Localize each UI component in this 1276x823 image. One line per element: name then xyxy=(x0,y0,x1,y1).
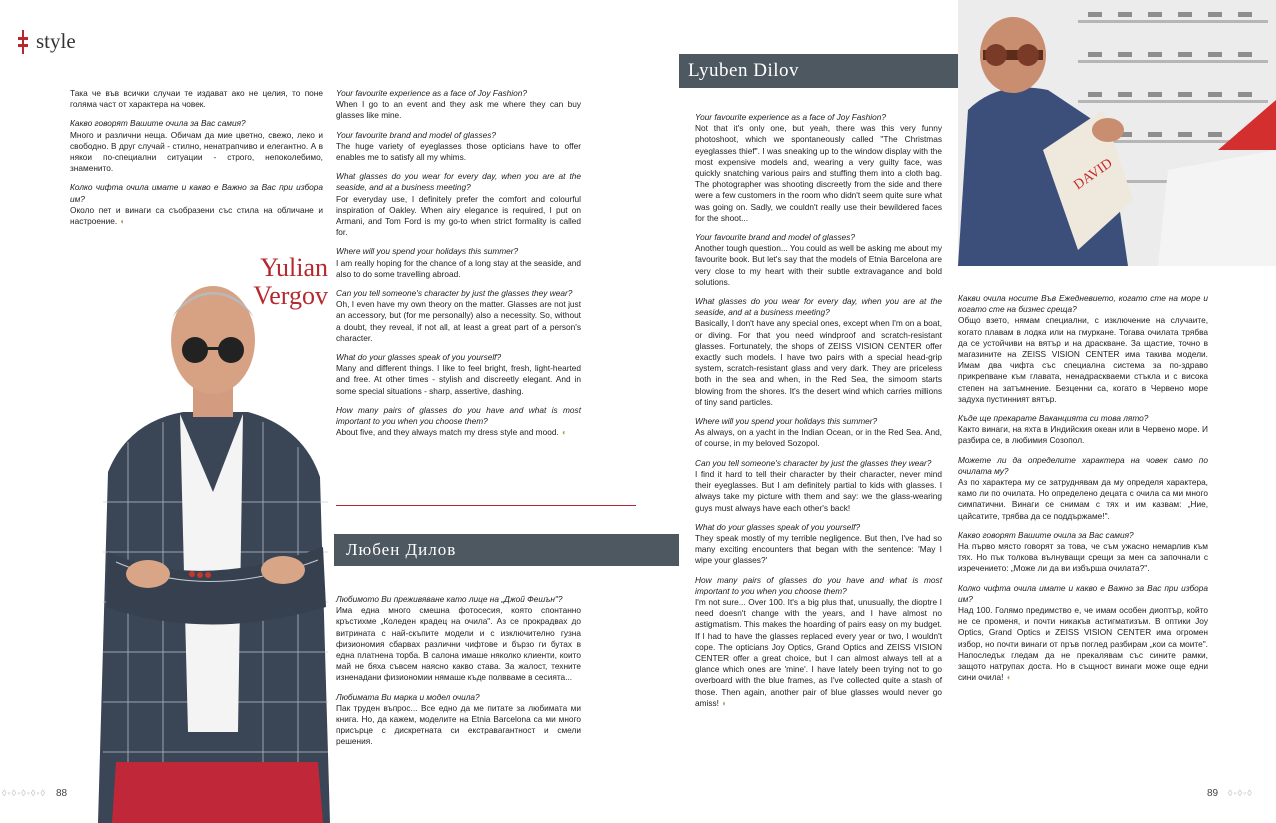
qa-block: Колко чифта очила имате и какво е Важно за Вас при избора им? Над 100. Голямо предимство е, че имам особен диоптър, който не се променя, и почти никакъв астигматизъм. В оптики Joy Optics, Grand Optics и ZEISS VISION CENTER има огромен избор, но почти винаги от пръв поглед разбирам „кои са моите". Напоследък гледам да не прекалявам със сините рамки, защото натрупах доста. Но в същност винаги може още едни сини очила! ◖ xyxy=(958,582,1208,683)
qa-block: Какви очила носите Във Ежедневието, когато сте на море и когато сте на бизнес среща? Общо взето, нямам специални, с изключение на случаите, когато плавам в лодка или на гмуркане. Тогава очилата трябва да се устойчиви на вятър и на драскване. За щастие, точно в магазините на ZEISS VISION CENTER има такива модели. Имам два чифта със специална система за по-здраво прикрепване към главата, ненадраскваеми стъкла и с висока степен на затъмнение. Безценни са, когато в Червено море задуха пустинният вятър. xyxy=(958,293,1208,404)
qa-block: Where will you spend your holidays this summer? As always, on a yacht in the Indian Ocean, or in the Red Sea. And, of course, in my beloved Sozopol. xyxy=(695,416,942,449)
page-number-left: 88 xyxy=(56,788,68,799)
qa-block: Your favourite experience as a face of Joy Fashion? Not that it's only one, but yeah, there was this very funny photoshoot, which we spontaneously called "The Christmas eyeglasses thief". I was sneaking up to the window display with the most expensive models and, wearing a very guilty face, was quickly snatching various pairs and stuffing them into a cloth bag. The photographer was shooting discreetly from the side and there were a few customers in the room who didn't seem quite sure what was going on. Sadly, we couldn't really use their bewildered faces for the shoot... xyxy=(695,112,942,223)
qa-block: Какво говорят Вашите очила за Вас самия? На първо място говорят за това, че съм ужасно немарлив към тях. Но пък толкова вълнуващи срещи за мен са започнали с изречението: „Може ли да ви избърша очилата?". xyxy=(958,529,1208,574)
qa-block: How many pairs of glasses do you have and what is most important to you when you choose them? I'm not sure... Over 100. It's a big plus that, unusually, the dioptre I need doesn't change with the years, and I have almost no astigmatism. This makes the hoarding of pairs easy on my budget. If I had to have the glasses replaced every year or two, I wouldn't cope. The opticians Joy Optics, Grand Optics and ZEISS VISION CENTER offer a great choice, but I can almost always tell at a glance which ones are 'mine'. I have lately been trying not to go overboard with the blue frames, as I've collected quite a stash of those. Then again, another pair of blue glasses would never go amiss! ◖ xyxy=(695,574,942,708)
logo-mark-icon xyxy=(16,30,30,54)
section-divider-rule xyxy=(336,505,636,506)
qa-block: Where will you spend your holidays this summer? I am really hoping for the chance of a long stay at the seaside, and also to do some travelling abroad. xyxy=(336,246,581,279)
qa-block: Любимата Ви марка и модел очила? Пак труден въпрос... Все едно да ме питате за любимата ми книга. Но, да кажем, моделите на Etnia Barcelona са ми много присърце с дискретната си екстравагантност и смели решения. xyxy=(336,691,581,747)
qa-block: Can you tell someone's character by just the glasses they wear? I find it hard to tell their character by their character, never mind their eyeglasses. But I am definitely partial to kids with glasses. I always take my picture with them and say: we the glass-wearing guys must always have each other's back! xyxy=(695,457,942,513)
qa-block: Какво говорят Вашите очила за Вас самия? Много и различни неща. Обичам да мие цветно, свежо, леко и свободно. В друг случай - стилно, ненатрапчиво и елегантно. А в някои по-специални ситуации - строго, непоколебимо, знаменито. xyxy=(70,118,323,174)
qa-block: What do your glasses speak of you yourself? Many and different things. I like to feel bright, fresh, light-hearted and free. At other times - stylish and discreetly elegant. And in some special situations - sharp, assertive, dashing. xyxy=(336,352,581,396)
end-mark-icon: ◖ xyxy=(117,216,125,227)
qa-block: Любимото Ви преживяване като лице на „Джой Фешън"? Има една много смешна фотосесия, която спонтанно кръстихме „Коледен крадец на очила". Аз се прокрадвах до витрината с най-скъпите модели и с изключително гузна физиономия сбарвах различни чифтове и бързо ги бутах в една платнена торба. В салона имаше няколко клиенти, които май не бяха съвсем наясно какво става. За жалост, техните изненадани физиономии нямаше къде полвваме в сесията... xyxy=(336,594,581,683)
footer-ornament-left: ◊◦◊◦◊◦◊◦◊ xyxy=(2,788,46,798)
name-banner-bg: Любен Дилов xyxy=(334,534,679,566)
qa-block: What glasses do you wear for every day, when you are at the seaside, and at a business meeting? For everyday use, I definitely prefer the comfort and colourful inspiration of Oakley. When airy elegance is required, I put on Armani, and Tom Ford is my go-to when strict formality is called for. xyxy=(336,171,581,238)
qa-block: How many pairs of glasses do you have and what is most important to you when you choose them? About five, and they always match my dress style and mood. ◖ xyxy=(336,404,581,438)
end-mark-icon: ◖ xyxy=(1003,672,1011,683)
qa-block: Your favourite brand and model of glasses? Another tough question... You could as well be asking me about my favourite book. But let's say that the models of Etnia Barcelona are very close to my heart with their subtle extravagance and bold solutions. xyxy=(695,232,942,287)
qa-block: Your favourite experience as a face of Joy Fashion? When I go to an event and they ask me where they can buy glasses like mine. xyxy=(336,88,581,121)
end-mark-icon: ◖ xyxy=(718,697,727,708)
left-english-column xyxy=(336,88,581,446)
name-heading-yulian: Yulian Vergov xyxy=(253,253,328,310)
right-english-column xyxy=(695,112,942,717)
left-bulgarian-column xyxy=(336,594,581,756)
right-bulgarian-column xyxy=(958,293,1208,692)
qa-block: Your favourite brand and model of glasses? The huge variety of eyeglasses those opticians have to offer enables me to satisfy all my whims. xyxy=(336,129,581,163)
qa-block: Можете ли да определите характера на човек само по очилата му? Аз по характера му се затруднявам да му определя характера, камо ли по очилата. Но определено децата с очила са ми много симпатични. Винаги се снимам с тях и им казвам: „Ние, цайсатите, трябва да се поддържаме!". xyxy=(958,454,1208,521)
end-mark-icon: ◖ xyxy=(558,427,567,438)
section-title: style xyxy=(36,29,76,53)
portrait-yulian-vergov xyxy=(88,262,336,823)
name-banner-lyuben: Lyuben Dilov xyxy=(679,54,959,88)
footer-ornament-right: ◊◦◊◦◊ xyxy=(1228,788,1253,798)
left-intro-column xyxy=(70,88,323,235)
section-logo xyxy=(16,30,96,54)
svg-text:DAVID: DAVID xyxy=(1071,155,1116,194)
page-number-right: 89 xyxy=(1207,788,1219,799)
qa-block: What do your glasses speak of you yourself? They speak mostly of my terrible negligence. But then, I've had so many exciting encounters that began with the sentence: 'May I wipe your glasses?' xyxy=(695,521,942,566)
portrait-lyuben-dilov xyxy=(958,0,1276,266)
qa-block: What glasses do you wear for every day, when you are at the seaside, and at a business meeting? Basically, I don't have any special ones, except when I'm on a boat, or diving. For that you need windproof and scratch-resistant glasses. Fortunately, the shops of ZEISS VISION CENTER offer exactly such models. I have two pairs with a special head-grip system, scratch-resistant glass and very dark. They are priceless both in the sea and when, in the Red Sea, the simoom starts blowing from the shores. It's the desert wind which carries millions of tiny sand particles. xyxy=(695,296,942,407)
qa-block: Can you tell someone's character by just the glasses they wear? Oh, I even have my own theory on the matter. Glasses are not just an accessory, but (for me personally) also a necessity. So, without a doubt, they reveal, if not all, at least a great part of a person's character. xyxy=(336,288,581,343)
qa-block: Колко чифта очила имате и какво е Важно за Вас при избора им? Около пет и винаги са съобразени със стила на обличане и настроение. ◖ xyxy=(70,182,323,227)
intro-paragraph: Така че във всички случаи те издават ако не целия, то поне голяма част от характера на човек. xyxy=(70,88,323,110)
qa-block: Къде ще прекарате Ваканцията си това лято? Както винаги, на яхта в Индийския океан или в Червено море. И разбира се, в любимия Созопол. xyxy=(958,413,1208,446)
